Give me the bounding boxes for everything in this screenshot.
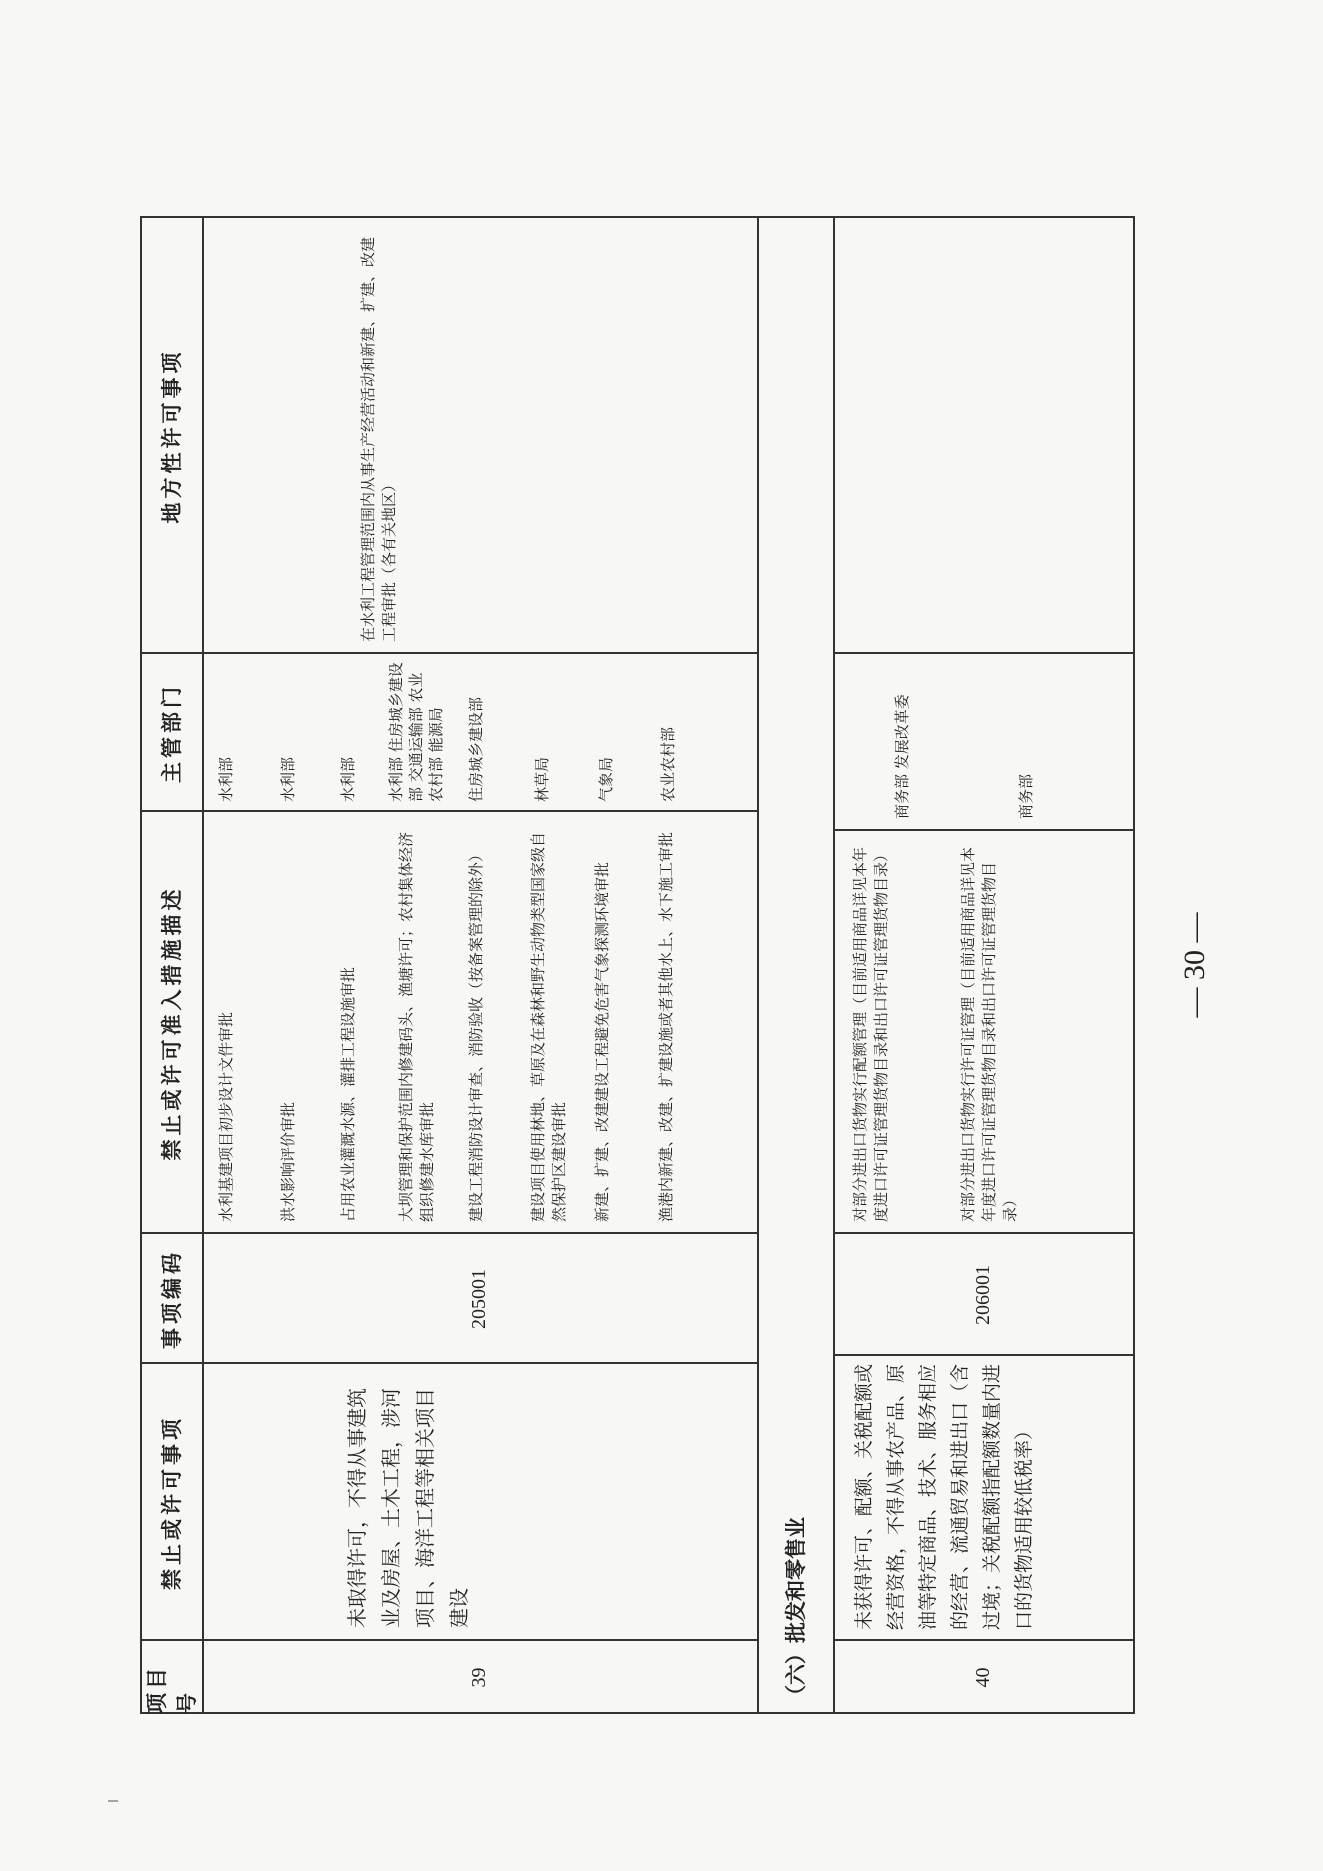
row39-dept-2: 水利部 [279, 756, 297, 802]
row39-code: 205001 [468, 1269, 490, 1329]
header-prohibited-item: 禁止或许可事项 [160, 1415, 184, 1590]
row39-dept-6: 林草局 [533, 756, 551, 802]
row39-measure-8: 渔港内新建、改建、扩建设施或者其他水上、水下施工审批 [657, 831, 675, 1222]
scan-mark [108, 1800, 118, 1802]
row40-measure-2: 对部分进出口货物实行许可证管理（目前适用商品详见本年度进口许可证管理货物目录和出口许可证管理货物目录） [959, 846, 1019, 1222]
header-item-no: 项目号 [145, 1664, 199, 1714]
row40-dept-2: 商务部 [1017, 773, 1035, 819]
row39-measure-4: 大坝管理和保护范围内修建码头、渔塘许可；农村集体经济组织修建水库审批 [397, 831, 436, 1222]
header-department: 主管部门 [160, 683, 184, 783]
row39-dept-4: 水利部 住房城乡建设部 交通运输部 农业农村部 能源局 [387, 662, 445, 802]
section-wholesale-retail: （六）批发和零售业 [784, 1517, 808, 1706]
header-code: 事项编码 [160, 1249, 184, 1349]
row39-dept-8: 农业农村部 [659, 726, 677, 802]
row39-measure-6: 建设项目使用林地、草原及在森林和野生动物类型国家级自然保护区建设审批 [529, 831, 568, 1222]
row39-dept-7: 气象局 [597, 756, 615, 802]
row39-measure-7: 新建、扩建、改建建设工程避免危害气象探测环境审批 [593, 861, 611, 1222]
page-number: — 30 — [1178, 912, 1211, 1018]
row40-prohibited-item: 未获得许可、配额、关税配额或经营资格，不得从事农产品、原油等特定商品、技术、服务相应的经营、流通贸易和进出口（含过境；关税配额指配额数量内进口的货物适用较低税率） [853, 1363, 1035, 1630]
row39-local-item: 在水利工程管理范围内从事生产经营活动和新建、扩建、改建工程审批（各有关地区） [359, 236, 398, 642]
row39-prohibited-item: 未取得许可，不得从事建筑业及房屋、土木工程，涉河项目、海洋工程等相关项目建设 [345, 1388, 471, 1628]
row40-code: 206001 [971, 1265, 994, 1325]
row39-item-no: 39 [468, 1667, 490, 1688]
row39-dept-1: 水利部 [217, 756, 235, 802]
header-local-item: 地方性许可事项 [160, 348, 184, 524]
row39-dept-3: 水利部 [339, 756, 357, 802]
row39-measure-3: 占用农业灌溉水源、灌排工程设施审批 [339, 966, 357, 1222]
row40-item-no: 40 [971, 1667, 994, 1688]
row39-measure-5: 建设工程消防设计审查、消防验收（按备案管理的除外） [467, 846, 485, 1222]
row39-measure-2: 洪水影响评价审批 [279, 1101, 297, 1222]
rotated-table [140, 216, 1135, 1714]
row39-measure-1: 水利基建项目初步设计文件审批 [217, 1011, 235, 1222]
row40-measure-1: 对部分进出口货物实行配额管理（目前适用商品详见本年度进口许可证管理货物目录和出口许可证管理货物目录） [851, 846, 890, 1222]
row40-dept-1: 商务部 发展改革委 [893, 694, 911, 819]
row39-dept-5: 住房城乡建设部 [467, 696, 485, 802]
header-measures: 禁止或许可准入措施描述 [160, 885, 184, 1161]
